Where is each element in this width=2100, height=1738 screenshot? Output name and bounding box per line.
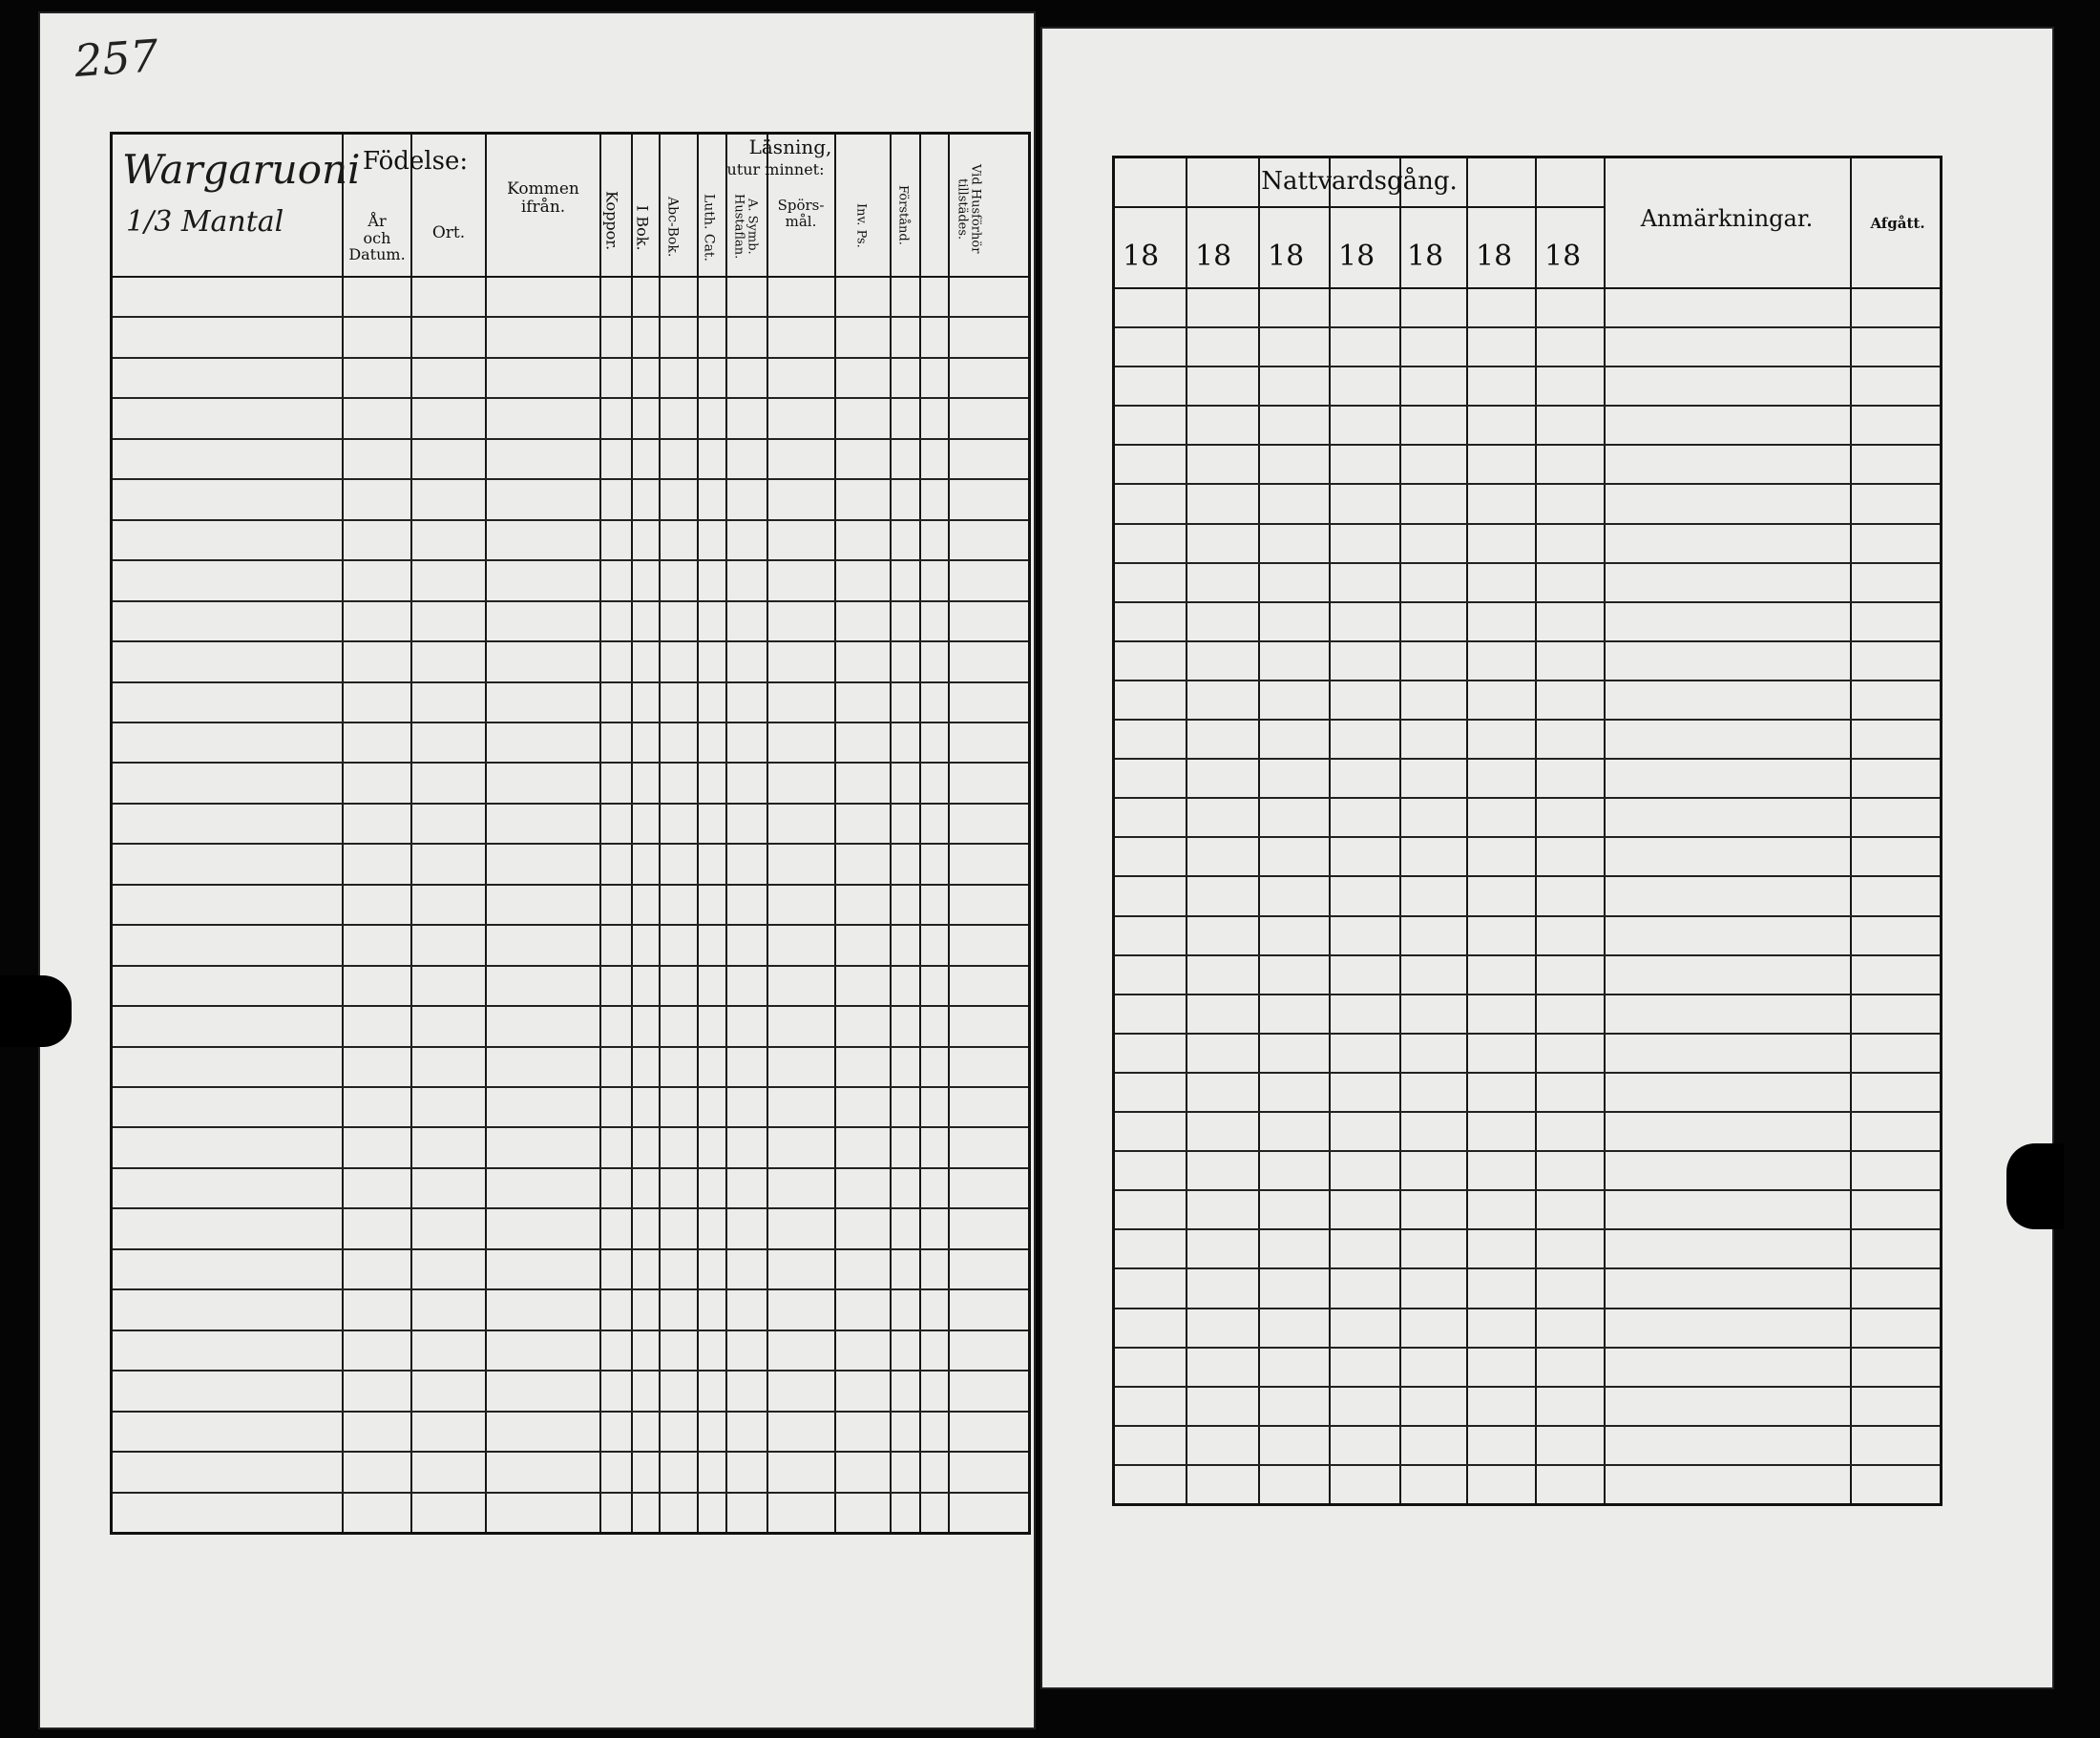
row-line <box>1115 1111 1940 1113</box>
row-line <box>1115 366 1940 367</box>
farm-share: 1/3 Mantal <box>126 205 284 239</box>
row-line <box>1115 1033 1940 1035</box>
row-line <box>113 1046 1028 1048</box>
row-line <box>1115 994 1940 995</box>
year-2: 18 <box>1195 240 1232 273</box>
header-by-heart: utur minnet: <box>726 160 825 178</box>
row-line <box>113 1370 1028 1372</box>
row-line <box>1115 640 1940 642</box>
row-line <box>113 1451 1028 1453</box>
header-reading: Läsning, <box>748 136 832 158</box>
row-line <box>113 924 1028 926</box>
right-page <box>1040 27 2054 1689</box>
row-line <box>1115 562 1940 564</box>
header-remarks: Anmärkningar. <box>1640 205 1814 232</box>
row-line <box>1115 954 1940 956</box>
header-symb-hustaflan: A. Symb. Hustaflan. <box>731 193 760 260</box>
row-line <box>113 1330 1028 1331</box>
row-line <box>1115 1386 1940 1388</box>
header-birth: Födelse: <box>363 147 469 176</box>
row-line <box>1115 483 1940 485</box>
header-forstand: Förstånd. <box>895 184 911 245</box>
right-register-table <box>1112 156 1942 1506</box>
row-line <box>1115 326 1940 328</box>
row-line <box>113 1005 1028 1007</box>
row-line <box>1115 758 1940 760</box>
left-register-table <box>110 132 1031 1535</box>
row-line <box>113 1207 1028 1209</box>
row-line <box>113 438 1028 440</box>
row-line <box>1115 1189 1940 1191</box>
row-line <box>1115 1308 1940 1309</box>
row-line <box>1115 1228 1940 1230</box>
year-7: 18 <box>1544 240 1582 273</box>
header-birth-place: Ort. <box>431 223 466 242</box>
header-departed: Afgått. <box>1870 215 1925 232</box>
binding-tab-right <box>2006 1143 2064 1229</box>
row-line <box>113 1411 1028 1413</box>
row-line <box>113 1288 1028 1290</box>
row-line <box>1115 1267 1940 1269</box>
year-1: 18 <box>1123 240 1160 273</box>
right-rows <box>1115 287 1940 1503</box>
row-line <box>113 965 1028 967</box>
header-abc-bok: Abc-Bok. <box>664 197 681 258</box>
row-line <box>113 681 1028 683</box>
row-line <box>113 722 1028 723</box>
header-koppor: Koppor. <box>602 190 621 251</box>
header-communion: Nattvardsgång. <box>1261 167 1458 196</box>
year-4: 18 <box>1338 240 1376 273</box>
row-line <box>113 397 1028 399</box>
row-line <box>113 640 1028 642</box>
farm-name: Wargaruoni <box>122 146 361 193</box>
row-line <box>113 1126 1028 1128</box>
row-line <box>113 1492 1028 1494</box>
row-line <box>1115 915 1940 917</box>
row-line <box>113 316 1028 318</box>
row-line <box>113 559 1028 561</box>
row-line <box>113 478 1028 480</box>
left-rows <box>113 276 1028 1532</box>
row-line <box>113 1167 1028 1169</box>
header-luth-cat: Luth. Cat. <box>701 193 717 262</box>
row-line <box>1115 875 1940 877</box>
header-husforhor: Vid Husförhör tillstädes. <box>955 164 983 254</box>
row-line <box>1115 1425 1940 1427</box>
row-line <box>113 357 1028 359</box>
header-arrived-from: Kommen ifrån. <box>507 179 579 217</box>
row-line <box>1115 836 1940 838</box>
row-line <box>1115 444 1940 446</box>
row-line <box>1115 719 1940 721</box>
left-page <box>38 11 1036 1729</box>
year-3: 18 <box>1268 240 1305 273</box>
row-line <box>1115 1150 1940 1152</box>
binding-tab-left <box>0 975 72 1047</box>
row-line <box>1115 680 1940 681</box>
page-number: 257 <box>73 30 160 87</box>
row-line <box>1115 523 1940 525</box>
row-line <box>1115 1347 1940 1349</box>
row-line <box>113 884 1028 886</box>
row-line <box>1115 1072 1940 1074</box>
row-line <box>1115 797 1940 799</box>
year-5: 18 <box>1407 240 1444 273</box>
row-line <box>113 1248 1028 1250</box>
row-line <box>1115 601 1940 603</box>
header-birth-year: År och Datum. <box>348 212 406 264</box>
row-line <box>113 803 1028 805</box>
header-i-bok: I Bok. <box>633 205 652 251</box>
header-inv-ps: Inv. Ps. <box>853 202 869 248</box>
row-line <box>113 843 1028 845</box>
header-sporsmal: Spörs- mål. <box>777 197 825 230</box>
row-line <box>113 762 1028 764</box>
row-line <box>1115 405 1940 407</box>
row-line <box>113 600 1028 602</box>
row-line <box>1115 1464 1940 1466</box>
row-line <box>113 1086 1028 1088</box>
year-6: 18 <box>1476 240 1513 273</box>
row-line <box>113 519 1028 521</box>
